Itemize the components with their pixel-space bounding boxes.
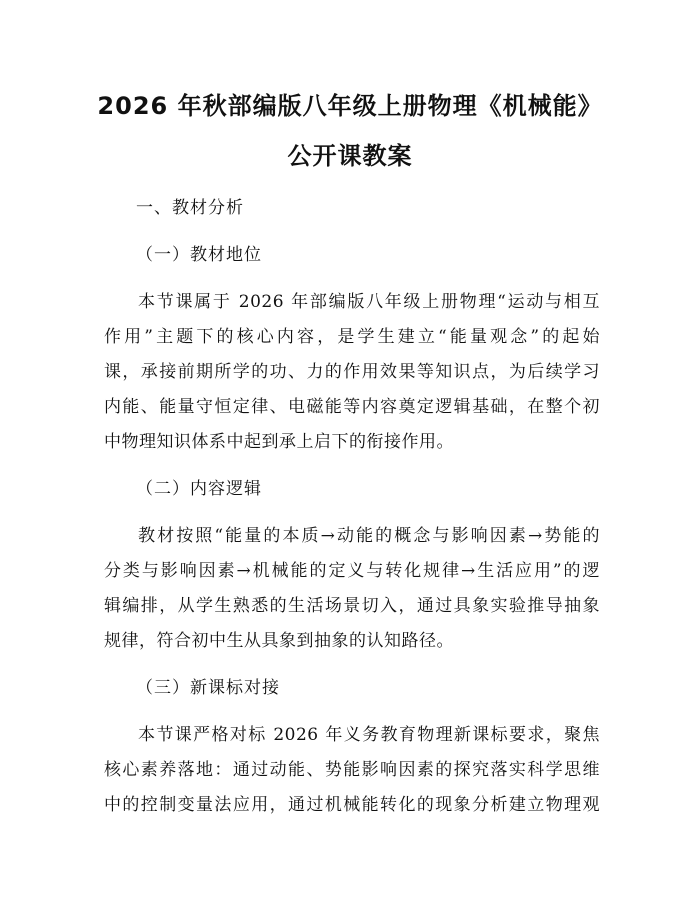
paragraph-line: 分类与影响因素→机械能的定义与转化规律→生活应用”的逻 [104,561,600,581]
subsection-heading-curriculum-standards: （三）新课标对接 [136,678,280,698]
document-title-line-2: 公开课教案 [287,142,413,170]
paragraph-line: 中的控制变量法应用，通过机械能转化的现象分析建立物理观 [104,795,600,815]
paragraph-line: 本节课属于 2026 年部编版八年级上册物理“运动与相互 [138,292,600,312]
document-title-line-1: 2026 年秋部编版八年级上册物理《机械能》 [97,92,603,120]
subsection-heading-content-logic: （二）内容逻辑 [136,479,262,499]
subsection-heading-textbook-position: （一）教材地位 [136,245,262,265]
paragraph-line: 教材按照“能量的本质→动能的概念与影响因素→势能的 [138,526,600,546]
paragraph-line: 规律，符合初中生从具象到抽象的认知路径。 [104,631,454,651]
paragraph-line: 辑编排，从学生熟悉的生活场景切入，通过具象实验推导抽象 [104,596,600,616]
paragraph-line: 核心素养落地：通过动能、势能影响因素的探究落实科学思维 [104,760,600,780]
paragraph-line: 中物理知识体系中起到承上启下的衔接作用。 [104,432,454,452]
section-heading-textbook-analysis: 一、教材分析 [136,198,244,218]
paragraph-line: 内能、能量守恒定律、电磁能等内容奠定逻辑基础，在整个初 [104,397,600,417]
paragraph-line: 课，承接前期所学的功、力的作用效果等知识点，为后续学习 [104,362,600,382]
paragraph-line: 作用”主题下的核心内容，是学生建立“能量观念”的起始 [104,327,600,347]
paragraph-line: 本节课严格对标 2026 年义务教育物理新课标要求，聚焦 [138,725,600,745]
